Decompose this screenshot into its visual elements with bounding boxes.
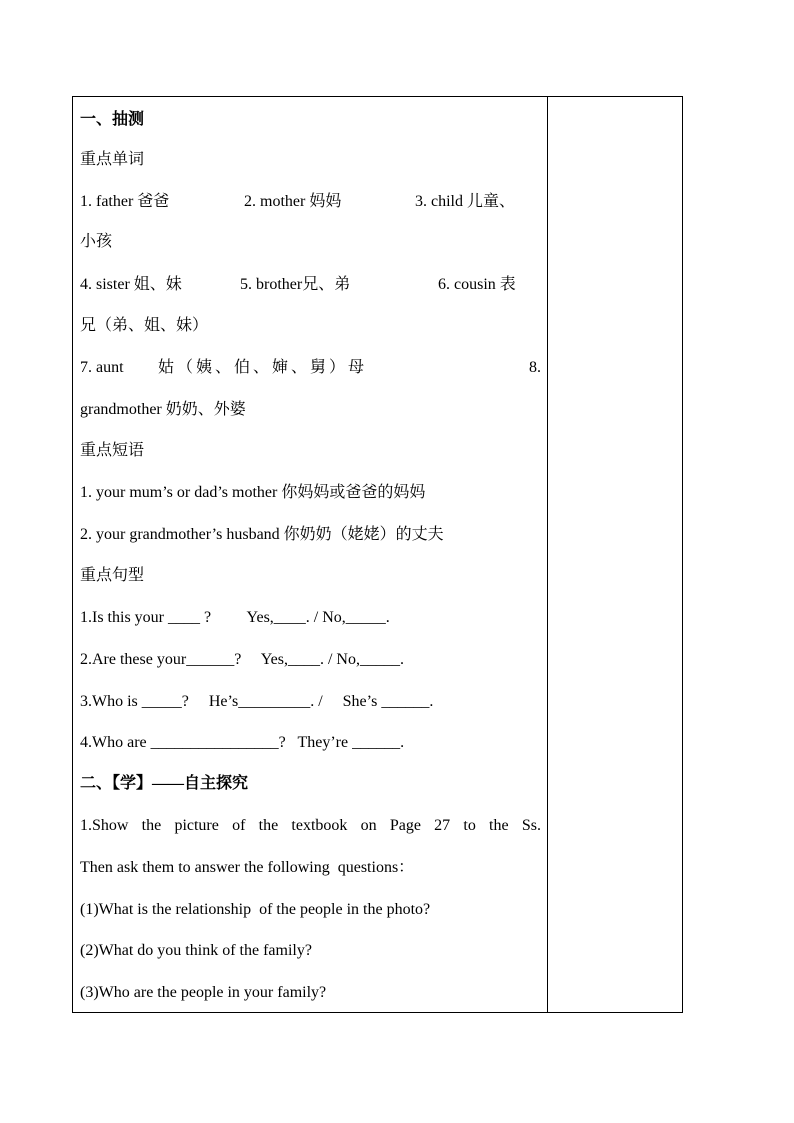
task-word: the bbox=[258, 817, 279, 834]
task-word: the bbox=[489, 817, 509, 834]
word-father: 1. father 爸爸 bbox=[80, 193, 170, 210]
task-line-2: Then ask them to answer the following questions： bbox=[80, 859, 415, 876]
task-word: Page bbox=[389, 817, 421, 834]
word-child: 3. child 儿童、 bbox=[415, 193, 515, 210]
task-word: 1.Show bbox=[80, 817, 129, 834]
task-word: to bbox=[463, 817, 476, 834]
word-sister: 4. sister 姐、妹 bbox=[80, 276, 182, 293]
word-aunt: 7. aunt bbox=[80, 359, 124, 376]
task-word: 27 bbox=[434, 817, 451, 834]
task-word: of bbox=[232, 817, 246, 834]
section1-title: 一、抽测 bbox=[80, 111, 145, 128]
word-aunt-meaning: 姑（姨、伯、婶、舅）母 bbox=[158, 359, 368, 376]
section2-title: 二、【学】——自主探究 bbox=[80, 775, 249, 792]
phrase-1: 1. your mum’s or dad’s mother 你妈妈或爸爸的妈妈 bbox=[80, 484, 426, 501]
words-row-1-cont: 小孩 bbox=[80, 233, 113, 250]
lesson-table bbox=[72, 96, 683, 1013]
question-1: (1)What is the relationship of the people in the photo? bbox=[80, 901, 431, 918]
task-word: the bbox=[141, 817, 162, 834]
question-3: (3)Who are the people in your family? bbox=[80, 984, 327, 1001]
word-8-number: 8. bbox=[529, 359, 541, 376]
column-divider bbox=[547, 97, 548, 1012]
word-mother: 2. mother 妈妈 bbox=[244, 193, 342, 210]
phrases-heading: 重点短语 bbox=[80, 442, 145, 459]
task-line-1 bbox=[80, 816, 541, 836]
word-cousin: 6. cousin 表 bbox=[438, 276, 516, 293]
task-word: Ss. bbox=[521, 817, 541, 834]
sentences-heading: 重点句型 bbox=[80, 567, 145, 584]
task-word: textbook bbox=[291, 817, 348, 834]
words-heading: 重点单词 bbox=[80, 151, 145, 168]
words-row-3-cont: grandmother 奶奶、外婆 bbox=[80, 401, 246, 418]
words-row-2-cont: 兄（弟、姐、妹） bbox=[80, 317, 209, 334]
phrase-2: 2. your grandmother’s husband 你奶奶（姥姥）的丈夫 bbox=[80, 526, 444, 543]
sentence-2: 2.Are these your______? Yes,____. / No,_____. bbox=[80, 651, 404, 668]
sentence-3: 3.Who is _____? He’s_________. / She’s ______. bbox=[80, 693, 434, 710]
sentence-1: 1.Is this your ____ ? Yes,____. / No,_____. bbox=[80, 609, 390, 626]
sentence-4: 4.Who are ________________? They’re ______. bbox=[80, 734, 405, 751]
task-word: picture bbox=[174, 817, 219, 834]
task-word: on bbox=[360, 817, 377, 834]
question-2: (2)What do you think of the family? bbox=[80, 942, 312, 959]
word-brother: 5. brother兄、弟 bbox=[240, 276, 351, 293]
